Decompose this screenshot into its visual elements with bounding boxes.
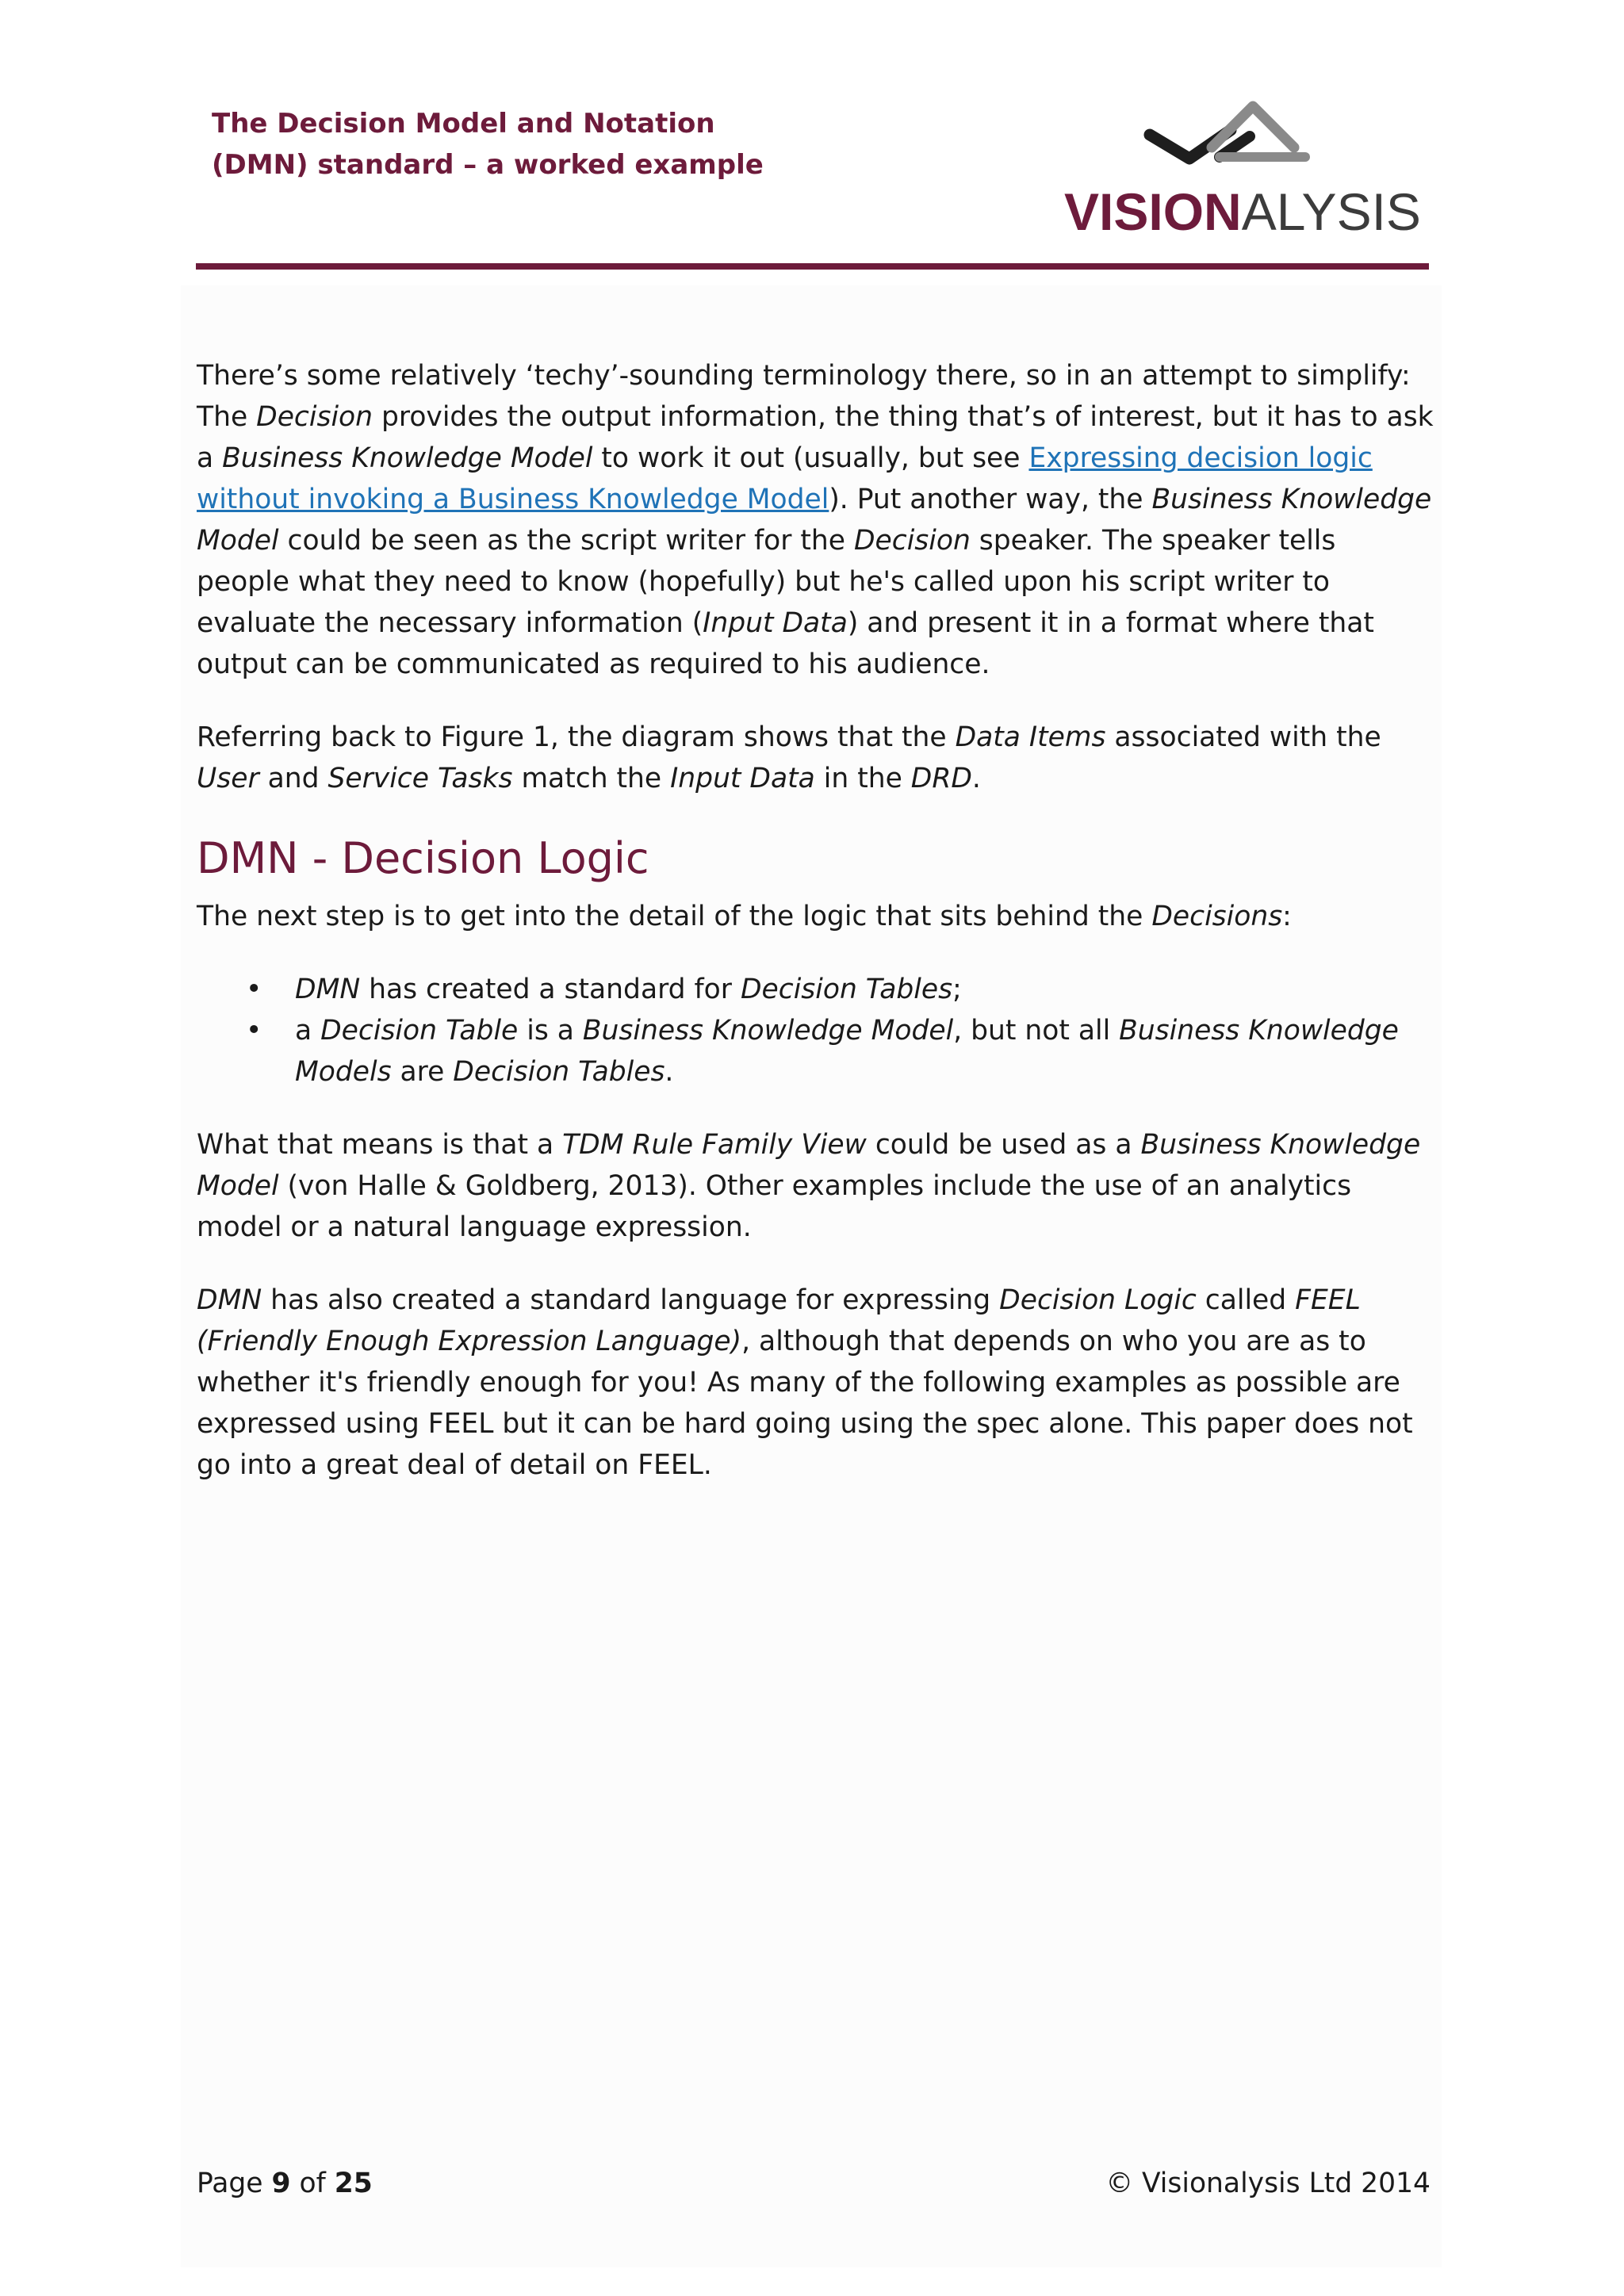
italic-term: Input Data — [670, 763, 815, 794]
text-span: There’s some relatively ‘techy’-sounding terminology there, so in an attempt to simplify: The — [197, 360, 1411, 433]
paragraph-tdm-rule-family — [197, 1124, 1434, 1248]
italic-term: Business Knowledge Model — [197, 1129, 1421, 1202]
text-span: match the — [512, 763, 671, 794]
text-span: ) and present it in a format where that output can be communicated as required to his audience. — [197, 607, 1374, 680]
text-span: . — [665, 1056, 674, 1088]
italic-term: Decision Tables — [453, 1056, 665, 1088]
text-span: in the — [814, 763, 911, 794]
text-span: , although that depends on who you are as to whether it's friendly enough for you! As many of the following examples as possible are expressed using FEEL but it can be hard going using the spec alone. This paper does not go into a great deal of detail on FEEL. — [197, 1326, 1413, 1481]
paragraph-next-step — [197, 896, 1434, 937]
italic-term: Business Knowledge Models — [295, 1015, 1399, 1088]
text-span: associated with the — [1105, 721, 1381, 753]
text-span: are — [391, 1056, 454, 1088]
italic-term: Decision Logic — [999, 1284, 1197, 1316]
text-span: ; — [952, 974, 962, 1005]
text-span: and — [259, 763, 328, 794]
text-span: What that means is that a — [197, 1129, 563, 1161]
paragraph-figure-reference — [197, 717, 1434, 799]
text-span: has also created a standard language for expressing — [262, 1284, 1000, 1316]
page-number — [197, 2163, 373, 2204]
bullet-icon: • — [246, 974, 262, 1005]
document-title-line-1: The Decision Model and Notation — [212, 108, 715, 140]
list-item — [246, 969, 1434, 1010]
text-span: . — [971, 763, 981, 794]
header-divider — [196, 263, 1429, 270]
italic-term: Decision Table — [320, 1015, 519, 1047]
italic-term: DMN — [295, 974, 361, 1005]
logo-wordmark-bold: VISION — [1064, 182, 1242, 241]
text-span: The next step is to get into the detail of the logic that sits behind the — [197, 901, 1152, 932]
text-span: could be seen as the script writer for the — [278, 525, 854, 557]
of-word: of — [299, 2168, 326, 2199]
italic-term: DMN — [197, 1284, 262, 1316]
page-header — [196, 95, 1429, 270]
document-title — [212, 103, 764, 186]
italic-term: TDM Rule Family View — [562, 1129, 867, 1161]
italic-term: Decision — [256, 401, 373, 433]
text-span: speaker. The speaker tells people what they need to know (hopefully) but he's called upon his script writer to evaluate the necessary information ( — [197, 525, 1336, 639]
text-span: (von Halle & Goldberg, 2013). Other examples include the use of an analytics model or a natural language expression. — [197, 1170, 1352, 1243]
list-item — [246, 1010, 1434, 1093]
logo-wordmark — [1064, 184, 1421, 239]
total-pages: 25 — [334, 2168, 373, 2199]
text-span: is a — [518, 1015, 583, 1047]
link-expressing-decision-logic[interactable]: Expressing decision logic without invoking a Business Knowledge Model — [197, 442, 1373, 515]
page-footer — [197, 2163, 1431, 2207]
text-span: : — [1282, 901, 1292, 932]
paragraph-feel — [197, 1280, 1434, 1486]
bullet-icon: • — [246, 1015, 262, 1047]
text-span: ). Put another way, the — [829, 484, 1152, 515]
italic-term: Business Knowledge Model — [582, 1015, 954, 1047]
document-title-line-2: (DMN) standard – a worked example — [212, 149, 764, 181]
text-span: to work it out (usually, but see — [592, 442, 1029, 474]
italic-term: Decision — [853, 525, 971, 557]
italic-term: FEEL (Friendly Enough Expression Language) — [197, 1284, 1361, 1357]
logo-wordmark-light: ALYSIS — [1241, 182, 1421, 241]
italic-term: Input Data — [703, 607, 848, 639]
italic-term: User — [197, 763, 259, 794]
italic-term: Business Knowledge Model — [197, 484, 1432, 557]
section-heading: DMN - Decision Logic — [197, 833, 649, 883]
text-span: Referring back to Figure 1, the diagram shows that the — [197, 721, 956, 753]
text-span: has created a standard for — [360, 974, 741, 1005]
italic-term: DRD — [910, 763, 972, 794]
italic-term: Decisions — [1151, 901, 1283, 932]
italic-term: Service Tasks — [327, 763, 513, 794]
visionalysis-chevron-logo-icon — [1064, 98, 1397, 178]
italic-term: Decision Tables — [740, 974, 953, 1005]
text-span: a — [295, 1015, 321, 1047]
page-word: Page — [197, 2168, 263, 2199]
text-span: , but not all — [953, 1015, 1120, 1047]
current-page: 9 — [271, 2168, 291, 2199]
bullet-list — [197, 969, 1434, 1093]
paragraph-terminology — [197, 355, 1434, 685]
italic-term: Business Knowledge Model — [222, 442, 593, 474]
copyright-notice: © Visionalysis Ltd 2014 — [1105, 2168, 1431, 2199]
page-content — [197, 355, 1434, 1517]
text-span: called — [1196, 1284, 1296, 1316]
text-span: provides the output information, the thing that’s of interest, but it has to ask a — [197, 401, 1434, 474]
visionalysis-logo — [1064, 98, 1421, 241]
text-span: could be used as a — [866, 1129, 1141, 1161]
italic-term: Data Items — [955, 721, 1106, 753]
